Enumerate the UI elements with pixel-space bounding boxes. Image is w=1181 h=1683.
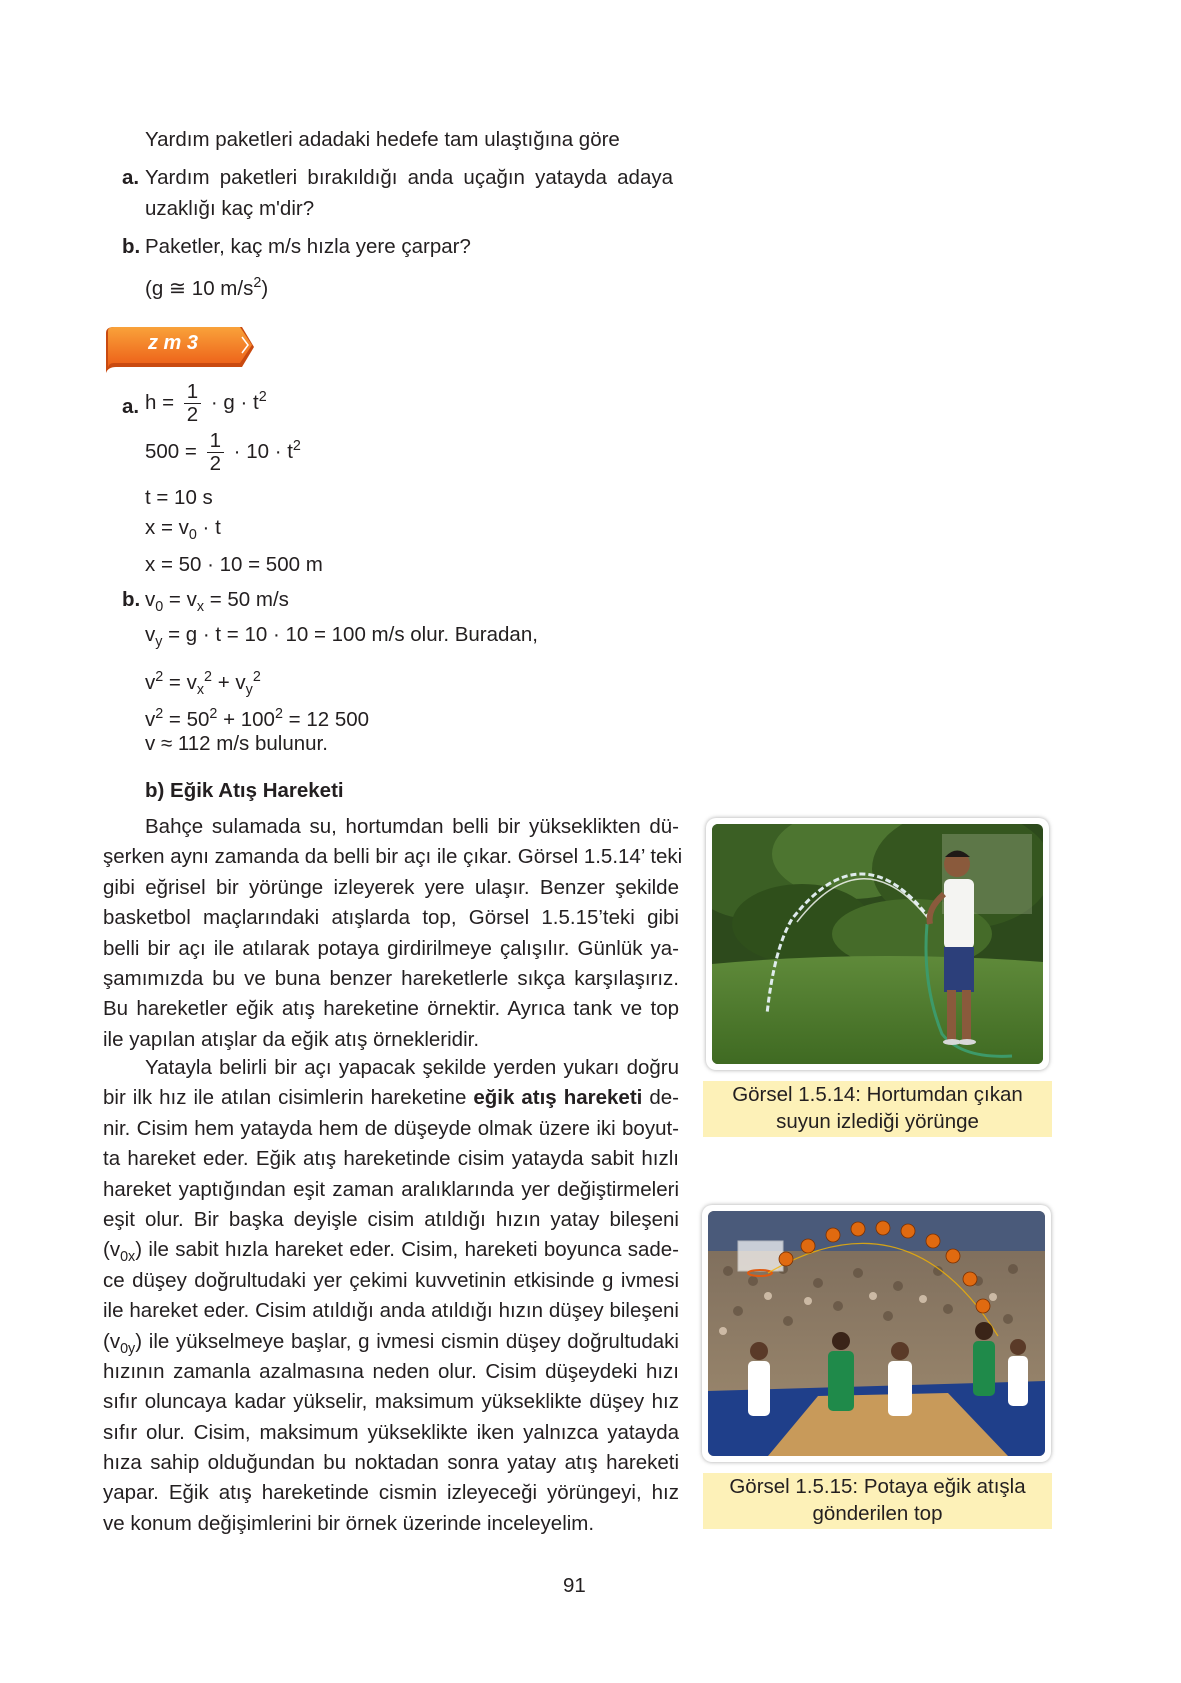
- paragraph-1-line: belli bir açı ile atılarak potaya girdirilmeye çalışılır. Günlük ya-: [103, 936, 679, 960]
- basketball-photo-image: [708, 1211, 1045, 1456]
- figure-15-caption: [703, 1473, 1052, 1529]
- equation-v-squared-result: = 12 500: [288, 708, 370, 731]
- solution-banner-label: z m 3: [148, 332, 199, 354]
- equation-height: h = $\frac{1}{2}$ · $g \cdot t^2$: [145, 380, 267, 426]
- equation-x-result: x = 50 · 10 = 500 m: [145, 553, 323, 576]
- paragraph-2-line: nir. Cisim hem yatayda hem de düşeyde olmak üzere iki boyut-: [103, 1116, 679, 1140]
- equation-500: 500 = $\frac{1}{2}$ · $10 \cdot t^2$: [145, 429, 301, 475]
- paragraph-2-line10-tail: ) ile yükselmeye başlar, g ivmesi cismin düşey doğrultudaki: [135, 1329, 679, 1353]
- paragraph-1: [103, 812, 683, 1055]
- paragraph-2-line: ta hareket eder. Eğik atış hareketinde cisim yatayda sabit hızlı: [103, 1147, 679, 1171]
- problem-intro: Yardım paketleri adadaki hedefe tam ulaştığına göre: [145, 128, 620, 151]
- term-oblique-motion: eğik atış hareketi: [473, 1086, 643, 1110]
- figure-14-caption: [703, 1081, 1052, 1137]
- paragraph-1-line: şerken aynı zamanda da belli bir açı ile çıkar. Görsel 1.5.14’ teki: [103, 845, 683, 869]
- paragraph-1-line: Bahçe sulamada su, hortumdan belli bir yükseklikten dü-: [145, 815, 679, 838]
- section-title: b) Eğik Atış Hareketi: [145, 779, 344, 802]
- paragraph-2-line: yapar. Eğik atış hareketinde cismin izleyeceği yörüngeyi, hız: [103, 1481, 679, 1505]
- solution-a-label: a.: [122, 395, 140, 418]
- solution-b-label: b.: [122, 588, 141, 611]
- paragraph-2-line: hıza sahip olduğundan bu noktadan sonra yatay atış hareketi: [103, 1451, 679, 1475]
- problem-a-label: a.: [122, 166, 140, 189]
- paragraph-2-line-pre: bir ilk hız ile atılan cisimlerin hareketine: [103, 1086, 474, 1110]
- paragraph-1-line: şamımızda bu ve buna benzer hareketlerle sıkça karşılaşırız.: [103, 966, 679, 990]
- equation-x-formula: $x = v_0 \cdot t$: [145, 516, 221, 543]
- paragraph-2-line: Yatayla belirli bir açı yapacak şekilde yerden yukarı doğru: [145, 1056, 679, 1079]
- paragraph-2-line: ile hareket eder. Cisim atıldığı anda atıldığı hızın düşey bileşeni: [103, 1299, 679, 1323]
- equation-v-squared-value: $v^2 = 50^2 + 100^2 = 12$ 500: [145, 706, 370, 731]
- paragraph-1-line: gibi eğrisel bir yörünge izleyerek yere ulaşır. Benzer şekilde: [103, 875, 679, 899]
- paragraph-2-line: $(v_{0x})$ ile sabit hızla hareket eder. Cisim, hareketi boyunca sade-: [103, 1238, 679, 1266]
- paragraph-2-line: [103, 1083, 679, 1113]
- equation-v-final: v ≈ 112 m/s bulunur.: [145, 732, 328, 755]
- equation-v0: $v_0 = v_x = 50$ m/s: [145, 588, 289, 615]
- gravity-note: (g ≅ 10 $m/s^2$): [145, 275, 269, 300]
- hose-photo-image: [712, 824, 1043, 1064]
- paragraph-2-line: ve konum değişimlerini bir örnek üzerinde inceleyelim.: [103, 1511, 595, 1535]
- figure-14-caption-line2: suyun izlediği yörünge: [776, 1110, 979, 1133]
- problem-a-line2: uzaklığı kaç m'dir?: [145, 197, 315, 220]
- equation-v-squared: $v^2 = v_x^2 + v_y^2$: [145, 669, 261, 698]
- basketball-photo: [702, 1205, 1051, 1462]
- paragraph-2-line: sıfır olur. Cisim, maksimum yükseklikte iken yalnızca yatayda: [103, 1420, 679, 1444]
- paragraph-2-line7-tail: ) ile sabit hızla hareket eder. Cisim, hareketi boyunca sade-: [135, 1238, 679, 1262]
- paragraph-2-line-post: de-: [642, 1086, 679, 1110]
- paragraph-2-line: $(v_{0y})$ ile yükselmeye başlar, g ivmesi cismin düşey doğrultudaki: [103, 1329, 679, 1357]
- paragraph-2-line: hareket yaptığından eşit zaman aralıklarında yer değiştirmeleri: [103, 1177, 679, 1201]
- paragraph-1-line: basketbol maçlarındaki atışlarda top, Görsel 1.5.15’teki gibi: [103, 906, 679, 930]
- figure-15-caption-line2: gönderilen top: [812, 1502, 943, 1525]
- figure-15-caption-line1: Görsel 1.5.15: Potaya eğik atışla: [729, 1475, 1026, 1498]
- paragraph-1-line: ile yapılan atışlar da eğik atış örnekleridir.: [103, 1027, 480, 1051]
- equation-t: t = 10 s: [145, 486, 213, 509]
- problem-b-text: Paketler, kaç m/s hızla yere çarpar?: [145, 235, 471, 258]
- solution-banner: [104, 325, 254, 373]
- paragraph-2: [103, 1053, 679, 1539]
- equation-vy-tail: = 10 · 10 = 100 m/s olur. Buradan,: [226, 623, 538, 646]
- problem-b-label: b.: [122, 235, 141, 258]
- paragraph-1-line: Bu hareketler eğik atış hareketine örnektir. Ayrıca tank ve top: [103, 997, 679, 1021]
- equation-vy: $v_y = g \cdot t = 10 \cdot 10 = 100$ m/s olur. Buradan,: [145, 623, 538, 650]
- figure-14-caption-line1: Görsel 1.5.14: Hortumdan çıkan: [732, 1083, 1023, 1106]
- hose-photo: [706, 818, 1049, 1070]
- paragraph-2-line: hızının zamanla azalmasına neden olur. Cisim düşeydeki hızı: [103, 1359, 679, 1383]
- paragraph-2-line: eşit olur. Bir başka deyişle cisim atıldığı hızın yatay bileşeni: [103, 1207, 679, 1231]
- problem-a-line1: Yardım paketleri bırakıldığı anda uçağın yatayda adaya: [145, 166, 673, 189]
- paragraph-2-line: ce düşey doğrultudaki yer çekimi kuvvetinin etkisinde g ivmesi: [103, 1268, 679, 1292]
- paragraph-2-line: sıfır oluncaya kadar yükselir, maksimum yükseklikte düşey hız: [103, 1390, 679, 1414]
- page-number: 91: [563, 1574, 586, 1597]
